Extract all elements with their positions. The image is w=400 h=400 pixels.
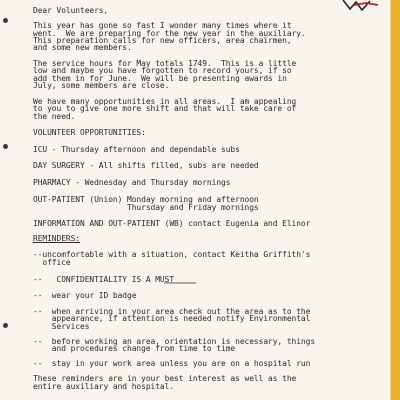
- reminder-item: -- wear your ID badge: [33, 291, 137, 301]
- reminder-item: and procedures change from time to time: [33, 343, 236, 353]
- paragraph-line: low and maybe you have forgotten to record yours, if so: [33, 66, 292, 76]
- underline-must: [164, 282, 196, 284]
- opportunity-pharmacy: PHARMACY - Wednesday and Thursday mornings: [33, 177, 231, 187]
- closing-line: These reminders are in your best interest as well as the: [33, 374, 297, 384]
- opportunity-outpatient: OUT-PATIENT (Union) Monday morning and afternoon: [33, 194, 259, 204]
- reminder-item: -- when arriving in your area check out the area as to the: [33, 307, 311, 317]
- paragraph-line: and some new members.: [33, 43, 132, 53]
- paragraph-line: This preparation calls for new officers, area chairmen,: [33, 35, 292, 45]
- paragraph-line: This year has gone so fast I wonder many times where it: [33, 21, 292, 31]
- reminder-item: office: [33, 258, 71, 268]
- reminder-item: --uncomfortable with a situation, contact Keitha Griffith's: [33, 249, 311, 259]
- reminder-item: Services: [33, 321, 90, 331]
- reminder-item: -- stay in your work area unless you are on a hospital run: [33, 358, 311, 368]
- binder-hole: [3, 144, 8, 149]
- reminder-item: -- before working an area, orientation is necessary, things: [33, 336, 316, 346]
- opportunities-heading: VOLUNTEER OPPORTUNITIES:: [33, 128, 146, 138]
- reminder-item: appearance, if attention is needed notify Environmental: [33, 314, 311, 324]
- reminder-confidentiality: -- CONFIDENTIALITY IS A MUST: [33, 274, 175, 284]
- binder-hole: [3, 18, 8, 23]
- paragraph-line: add them in for June. We will be presenting awards in: [33, 73, 287, 83]
- paragraph-line: The service hours for May totals 1749. This is a little: [33, 59, 297, 68]
- paragraph-line: the need.: [33, 111, 76, 121]
- paragraph-line: went. We are preparing for the new year in the auxiliary.: [33, 28, 306, 38]
- opportunity-day-surgery: DAY SURGERY - All shifts filled, subs are needed: [33, 161, 259, 171]
- opportunity-icu: ICU - Thursday afternoon and dependable subs: [33, 144, 240, 154]
- logo-mark: [340, 0, 380, 14]
- opportunity-information: INFORMATION AND OUT-PATIENT (WB) contact Eugenia and Elinor: [33, 218, 311, 228]
- binder-hole: [3, 323, 8, 328]
- salutation: Dear Volunteers,: [33, 5, 109, 15]
- paragraph-line: July, some members are close.: [33, 81, 170, 91]
- reminders-heading: REMINDERS:: [33, 234, 81, 244]
- paragraph-line: We have many opportunities in all areas. I am appealing: [33, 96, 297, 106]
- paragraph-line: to you to give one more shift and that will take care of: [33, 104, 297, 114]
- closing-line: entire auxiliary and hospital.: [33, 381, 175, 391]
- opportunity-outpatient: Thursday and Friday mornings: [33, 202, 259, 212]
